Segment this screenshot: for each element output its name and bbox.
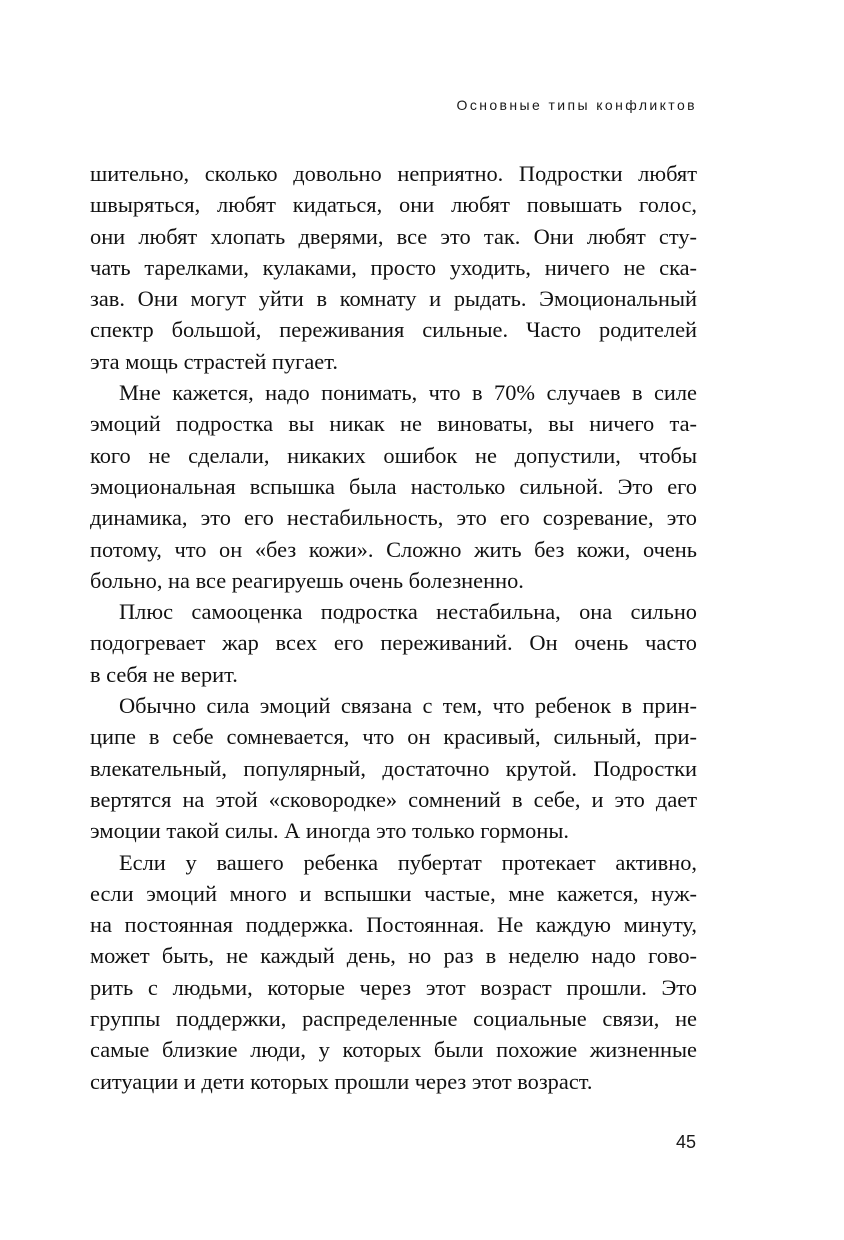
- text-line: может быть, не каждый день, но раз в неделю надо гово-: [90, 943, 697, 969]
- text-line: динамика, это его нестабильность, это его созревание, это: [90, 505, 697, 531]
- text-line: чать тарелками, кулаками, просто уходить, ничего не ска-: [90, 254, 697, 280]
- paragraph: [90, 596, 697, 690]
- text-line: швыряться, любят кидаться, они любят повышать голос,: [90, 192, 697, 218]
- paragraph: [90, 377, 697, 596]
- text-line: влекательный, популярный, достаточно крутой. Подростки: [90, 755, 697, 781]
- text-line: Если у вашего ребенка пубертат протекает активно,: [119, 849, 697, 875]
- text-line: Плюс самооценка подростка нестабильна, она сильно: [119, 599, 697, 625]
- text-line: шительно, сколько довольно неприятно. Подростки любят: [90, 161, 697, 186]
- text-line: эмоциональная вспышка была настолько сильной. Это его: [90, 473, 697, 499]
- text-line: спектр большой, переживания сильные. Часто родителей: [90, 317, 697, 343]
- paragraph: [90, 158, 697, 377]
- text-line: ципе в себе сомневается, что он красивый, сильный, при-: [90, 724, 697, 750]
- text-line: эта мощь страстей пугает.: [90, 348, 338, 374]
- text-line: если эмоций много и вспышки частые, мне кажется, нуж-: [90, 880, 697, 906]
- text-line: Мне кажется, надо понимать, что в 70% случаев в силе: [119, 380, 697, 406]
- text-line: вертятся на этой «сковородке» сомнений в себе, и это дает: [90, 786, 697, 812]
- text-line: группы поддержки, распределенные социальные связи, не: [90, 1006, 697, 1032]
- body-text: [90, 158, 697, 1097]
- text-line: кого не сделали, никаких ошибок не допустили, чтобы: [90, 442, 697, 468]
- text-line: подогревает жар всех его переживаний. Он очень часто: [90, 630, 697, 656]
- text-line: эмоций подростка вы никак не виноваты, вы ничего та-: [90, 411, 697, 437]
- paragraph: [90, 847, 697, 1097]
- text-line: рить с людьми, которые через этот возраст прошли. Это: [90, 974, 697, 1000]
- text-line: на постоянная поддержка. Постоянная. Не каждую минуту,: [90, 912, 697, 938]
- page-number: 45: [675, 1132, 696, 1152]
- paragraph: [90, 690, 697, 846]
- text-line: ситуации и дети которых прошли через этот возраст.: [90, 1068, 593, 1094]
- text-line: самые близкие люди, у которых были похожие жизненные: [90, 1037, 697, 1063]
- text-line: Обычно сила эмоций связана с тем, что ребенок в прин-: [119, 693, 697, 719]
- running-head: Основные типы конфликтов: [456, 97, 697, 113]
- text-line: больно, на все реагируешь очень болезненно.: [90, 567, 524, 593]
- text-line: эмоции такой силы. А иногда это только гормоны.: [90, 818, 569, 844]
- text-line: потому, что он «без кожи». Сложно жить без кожи, очень: [90, 536, 697, 562]
- text-line: они любят хлопать дверями, все это так. Они любят сту-: [90, 223, 697, 249]
- text-line: в себя не верит.: [90, 661, 238, 687]
- text-line: зав. Они могут уйти в комнату и рыдать. Эмоциональный: [90, 286, 697, 312]
